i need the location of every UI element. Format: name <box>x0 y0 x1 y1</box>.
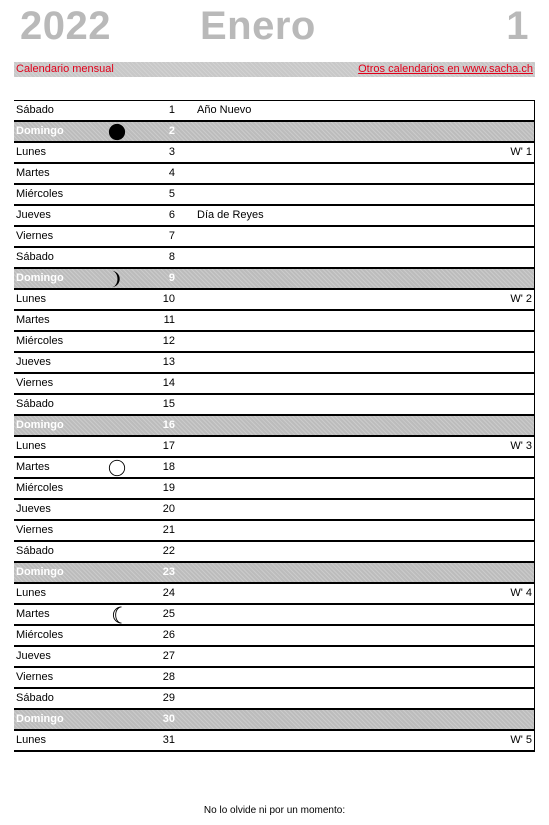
date-number: 9 <box>168 272 175 284</box>
weekday-label: Miércoles <box>16 629 64 641</box>
weekday-label: Martes <box>16 608 50 620</box>
weekday-label: Martes <box>16 314 50 326</box>
weekday-label: Sábado <box>16 398 54 410</box>
day-row <box>14 332 535 353</box>
date-number: 20 <box>162 503 175 515</box>
year-title: 2022 <box>20 4 111 48</box>
weekday-label: Lunes <box>16 146 46 158</box>
weekday-label: Domingo <box>16 125 64 137</box>
date-number: 29 <box>162 692 175 704</box>
weekday-label: Martes <box>16 461 50 473</box>
week-number: W' 2 <box>510 293 532 305</box>
sunday-row <box>14 563 535 584</box>
weekday-label: Sábado <box>16 545 54 557</box>
day-row <box>14 458 535 479</box>
sunday-row <box>14 122 535 143</box>
day-row <box>14 311 535 332</box>
week-number: W' 1 <box>510 146 532 158</box>
date-number: 8 <box>168 251 175 263</box>
date-number: 12 <box>162 335 175 347</box>
day-row <box>14 290 535 311</box>
day-row <box>14 542 535 563</box>
date-number: 10 <box>162 293 175 305</box>
day-row <box>14 668 535 689</box>
date-number: 3 <box>168 146 175 158</box>
day-row <box>14 227 535 248</box>
date-number: 6 <box>168 209 175 221</box>
weekday-label: Miércoles <box>16 482 64 494</box>
new-moon-icon <box>108 123 126 141</box>
other-calendars-link[interactable]: Otros calendarios en www.sacha.ch <box>358 63 533 75</box>
day-row <box>14 584 535 605</box>
weekday-label: Jueves <box>16 356 51 368</box>
weekday-label: Viernes <box>16 377 54 389</box>
day-row <box>14 437 535 458</box>
date-number: 25 <box>162 608 175 620</box>
month-number: 1 <box>506 4 529 48</box>
calendar-table <box>14 100 535 752</box>
weekday-label: Sábado <box>16 104 54 116</box>
day-row <box>14 164 535 185</box>
date-number: 7 <box>168 230 175 242</box>
day-row <box>14 374 535 395</box>
weekday-label: Sábado <box>16 692 54 704</box>
date-number: 14 <box>162 377 175 389</box>
sunday-row <box>14 269 535 290</box>
day-row <box>14 395 535 416</box>
date-number: 21 <box>162 524 175 536</box>
weekday-label: Domingo <box>16 566 64 578</box>
day-row <box>14 143 535 164</box>
date-number: 18 <box>162 461 175 473</box>
date-number: 13 <box>162 356 175 368</box>
date-number: 17 <box>162 440 175 452</box>
first-quarter-icon <box>108 270 126 288</box>
date-number: 5 <box>168 188 175 200</box>
date-number: 22 <box>162 545 175 557</box>
weekday-label: Miércoles <box>16 188 64 200</box>
date-number: 23 <box>162 566 175 578</box>
date-number: 15 <box>162 398 175 410</box>
day-row <box>14 647 535 668</box>
footer-note: No lo olvide ni por un momento: <box>203 805 346 816</box>
holiday-label: Día de Reyes <box>197 209 264 221</box>
holiday-label: Año Nuevo <box>197 104 252 116</box>
date-number: 19 <box>162 482 175 494</box>
weekday-label: Lunes <box>16 293 46 305</box>
weekday-label: Sábado <box>16 251 54 263</box>
day-row <box>14 185 535 206</box>
subheader-band <box>14 62 535 77</box>
date-number: 28 <box>162 671 175 683</box>
weekday-label: Domingo <box>16 419 64 431</box>
day-row <box>14 248 535 269</box>
weekday-label: Lunes <box>16 587 46 599</box>
day-row <box>14 479 535 500</box>
weekday-label: Viernes <box>16 671 54 683</box>
sunday-row <box>14 416 535 437</box>
date-number: 26 <box>162 629 175 641</box>
last-quarter-icon <box>108 606 126 624</box>
weekday-label: Jueves <box>16 209 51 221</box>
calendar-header <box>0 2 549 50</box>
date-number: 1 <box>168 104 175 116</box>
day-row <box>14 626 535 647</box>
day-row <box>14 206 535 227</box>
weekday-label: Viernes <box>16 524 54 536</box>
date-number: 30 <box>162 713 175 725</box>
weekday-label: Domingo <box>16 713 64 725</box>
day-row <box>14 731 535 752</box>
day-row <box>14 500 535 521</box>
date-number: 24 <box>162 587 175 599</box>
weekday-label: Martes <box>16 167 50 179</box>
weekday-label: Jueves <box>16 503 51 515</box>
weekday-label: Viernes <box>16 230 54 242</box>
week-number: W' 3 <box>510 440 532 452</box>
date-number: 11 <box>163 314 175 326</box>
day-row <box>14 521 535 542</box>
weekday-label: Lunes <box>16 734 46 746</box>
full-moon-icon <box>108 459 126 477</box>
week-number: W' 4 <box>510 587 532 599</box>
weekday-label: Jueves <box>16 650 51 662</box>
subheader-label: Calendario mensual <box>16 63 114 75</box>
weekday-label: Lunes <box>16 440 46 452</box>
sunday-row <box>14 710 535 731</box>
day-row <box>14 605 535 626</box>
day-row <box>14 100 535 122</box>
week-number: W' 5 <box>510 734 532 746</box>
weekday-label: Miércoles <box>16 335 64 347</box>
date-number: 27 <box>162 650 175 662</box>
day-row <box>14 689 535 710</box>
date-number: 4 <box>168 167 175 179</box>
month-title: Enero <box>200 4 316 48</box>
weekday-label: Domingo <box>16 272 64 284</box>
day-row <box>14 353 535 374</box>
date-number: 2 <box>168 125 175 137</box>
date-number: 31 <box>162 734 175 746</box>
date-number: 16 <box>162 419 175 431</box>
